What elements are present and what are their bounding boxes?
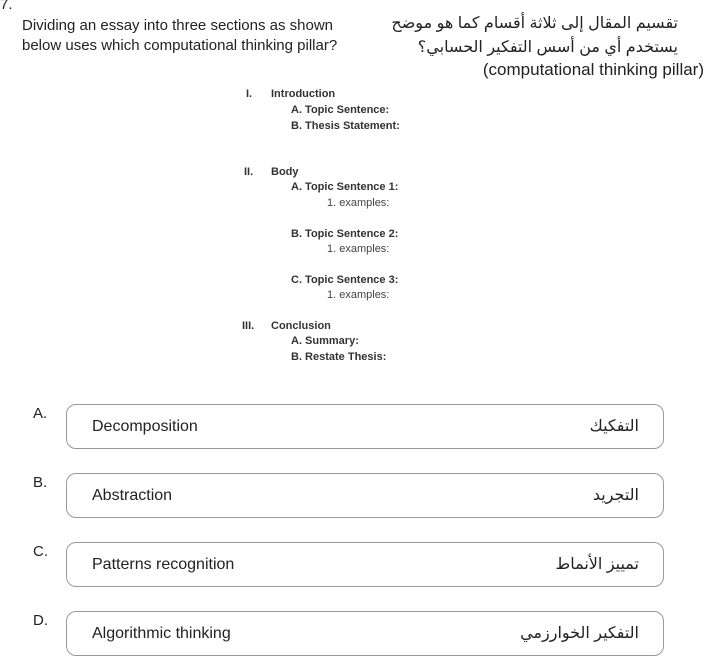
option-d-label-ar: التفكير الخوارزمي xyxy=(520,625,639,642)
option-a-label-ar: التفكيك xyxy=(589,418,639,435)
outline-section-2-item-b-example: 1. examples: xyxy=(327,243,390,255)
option-c-letter: C. xyxy=(33,543,48,560)
outline-section-2-item-a: A. Topic Sentence 1: xyxy=(291,181,399,193)
question-text-en-line1: Dividing an essay into three sections as shown xyxy=(22,17,334,34)
question-text-arabic xyxy=(391,12,678,60)
question-text-ar-line3: (computational thinking pillar) xyxy=(482,60,704,79)
option-d-letter: D. xyxy=(33,612,48,629)
outline-section-1-item-b: B. Thesis Statement: xyxy=(291,120,400,132)
outline-section-2-title: Body xyxy=(271,166,299,178)
option-a-label-en: Decomposition xyxy=(92,418,198,435)
option-d-label-en: Algorithmic thinking xyxy=(92,625,231,642)
outline-section-2-item-c-example: 1. examples: xyxy=(327,289,390,301)
option-b-button[interactable] xyxy=(66,473,664,518)
outline-section-3-title: Conclusion xyxy=(271,320,331,332)
option-a-button[interactable] xyxy=(66,404,664,449)
option-c-label-ar: تمييز الأنماط xyxy=(555,556,639,573)
outline-section-3-item-a: A. Summary: xyxy=(291,335,359,347)
option-b-label-en: Abstraction xyxy=(92,487,173,504)
outline-section-2-item-b: B. Topic Sentence 2: xyxy=(291,228,399,240)
outline-section-2-item-c: C. Topic Sentence 3: xyxy=(291,274,399,286)
option-a-letter: A. xyxy=(33,405,48,422)
option-b-letter: B. xyxy=(33,474,48,491)
question-text-ar-line1: تقسيم المقال إلى ثلاثة أقسام كما هو موضح xyxy=(391,15,678,32)
option-d-button[interactable] xyxy=(66,611,664,656)
outline-section-1-title: Introduction xyxy=(271,88,336,100)
outline-section-2-item-a-example: 1. examples: xyxy=(327,197,390,209)
option-c-label-en: Patterns recognition xyxy=(92,556,235,573)
question-text-english xyxy=(22,16,337,56)
question-number: 7. xyxy=(0,0,13,13)
outline-section-3-number: III. xyxy=(242,320,255,332)
outline-section-1-item-a: A. Topic Sentence: xyxy=(291,104,390,116)
outline-section-1-number: I. xyxy=(246,88,253,100)
option-c-button[interactable] xyxy=(66,542,664,587)
question-text-ar-line2: يستخدم أي من أسس التفكير الحسابي؟ xyxy=(417,39,678,56)
question-text-en-line2: below uses which computational thinking pillar? xyxy=(22,37,338,54)
outline-section-2-number: II. xyxy=(244,166,254,178)
outline-section-3-item-b: B. Restate Thesis: xyxy=(291,351,387,363)
option-b-label-ar: التجريد xyxy=(592,487,639,504)
